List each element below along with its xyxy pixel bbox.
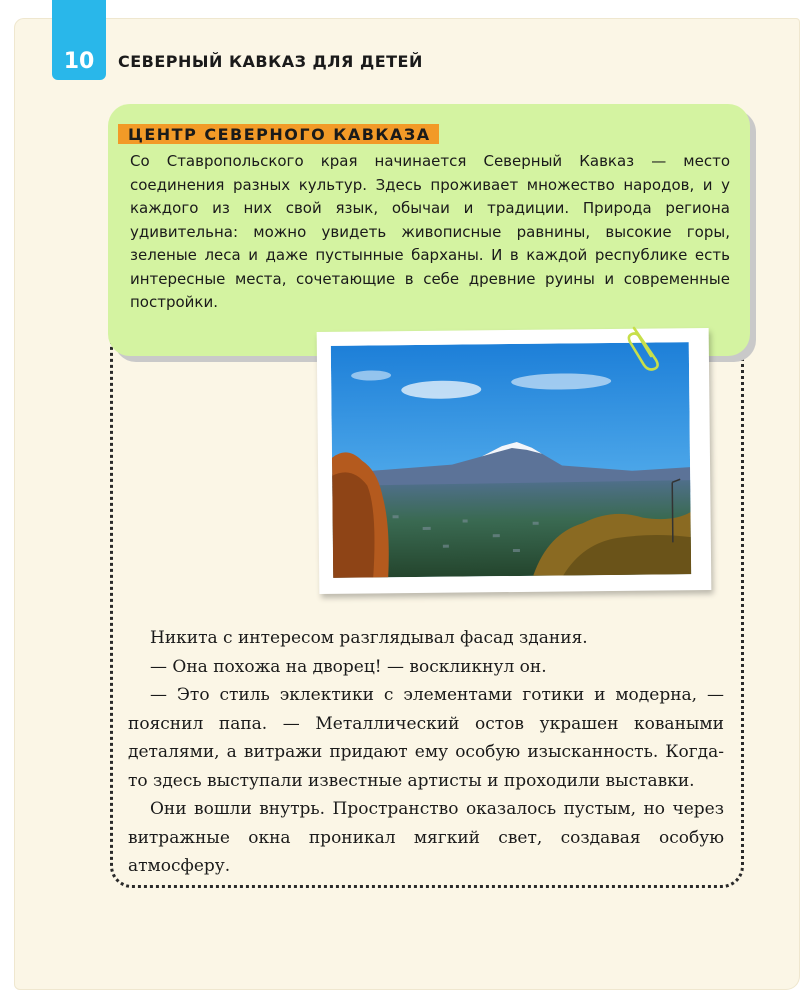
story-paragraph: — Она похожа на дворец! — воскликнул он. <box>150 656 547 677</box>
running-title: СЕВЕРНЫЙ КАВКАЗ ДЛЯ ДЕТЕЙ <box>118 52 423 71</box>
paperclip-icon <box>626 322 666 372</box>
landscape-photo <box>331 342 691 578</box>
story-paragraph: Они вошли внутрь. Пространство оказалось пустым, но через витражные окна проникал мягкий свет, создавая особую атмосферу. <box>128 799 724 876</box>
story-paragraph: Никита с интересом разглядывал фасад здания. <box>150 628 588 648</box>
info-box-title: ЦЕНТР СЕВЕРНОГО КАВКАЗА <box>118 124 439 144</box>
page-number: 10 <box>52 0 106 80</box>
story-text <box>128 624 724 881</box>
story-paragraph: — Это стиль эклектики с элементами готики и модерна, — пояснил папа. — Металлический остов украшен коваными деталями, а витражи придают ему особую изысканность. Когда-то здесь выступали известные артисты и проходили выставки. <box>128 685 724 791</box>
info-box-text: Со Ставропольского края начинается Северный Кавказ — место соединения разных культур. Здесь проживает множество народов, и у каждого из них свой язык, обычаи и традиции. Природа региона удивительна: можно увидеть живописные равнины, высокие горы, зеленые леса и даже пустынные барханы. И в каждой республике есть интересные места, сочетающие в себе древние руины и современные постройки. <box>130 152 730 311</box>
